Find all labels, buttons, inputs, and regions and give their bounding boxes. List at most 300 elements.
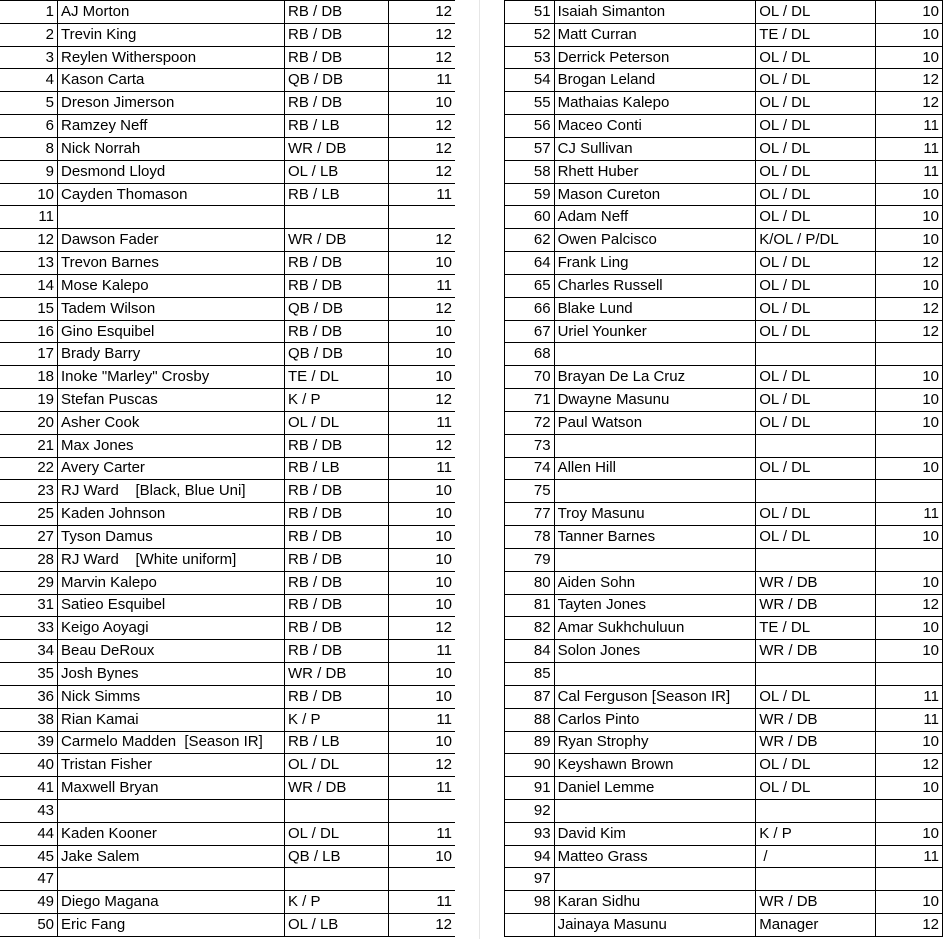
age-cell[interactable]: 11 [389,777,456,800]
player-name-cell[interactable]: Trevin King [58,23,285,46]
position-cell[interactable]: OL / DL [756,1,875,24]
position-cell[interactable]: QB / DB [285,297,389,320]
jersey-number-cell[interactable]: 36 [0,685,58,708]
player-name-cell[interactable]: Derrick Peterson [554,46,756,69]
position-cell[interactable]: TE / DL [285,366,389,389]
position-cell[interactable]: OL / DL [285,822,389,845]
age-cell[interactable]: 12 [875,914,942,937]
jersey-number-cell[interactable]: 1 [0,1,58,24]
jersey-number-cell[interactable]: 31 [0,594,58,617]
jersey-number-cell[interactable]: 65 [505,274,555,297]
player-name-cell[interactable]: Jake Salem [58,845,285,868]
age-cell[interactable]: 10 [875,1,942,24]
position-cell[interactable]: K / P [756,822,875,845]
age-cell[interactable] [875,434,942,457]
player-name-cell[interactable]: Kaden Kooner [58,822,285,845]
age-cell[interactable]: 10 [389,343,456,366]
player-name-cell[interactable]: Mose Kalepo [58,274,285,297]
position-cell[interactable]: OL / DL [756,754,875,777]
player-name-cell[interactable]: Tadem Wilson [58,297,285,320]
player-name-cell[interactable]: Tristan Fisher [58,754,285,777]
position-cell[interactable]: OL / LB [285,160,389,183]
jersey-number-cell[interactable]: 25 [0,503,58,526]
age-cell[interactable]: 12 [389,914,456,937]
jersey-number-cell[interactable]: 28 [0,548,58,571]
position-cell[interactable]: RB / DB [285,1,389,24]
position-cell[interactable]: RB / DB [285,640,389,663]
position-cell[interactable]: K / P [285,389,389,412]
age-cell[interactable]: 10 [875,23,942,46]
age-cell[interactable]: 12 [389,23,456,46]
player-name-cell[interactable]: Asher Cook [58,411,285,434]
jersey-number-cell[interactable]: 39 [0,731,58,754]
position-cell[interactable]: OL / DL [756,411,875,434]
age-cell[interactable]: 10 [875,640,942,663]
position-cell[interactable]: OL / DL [285,754,389,777]
player-name-cell[interactable]: Satieo Esquibel [58,594,285,617]
age-cell[interactable]: 11 [875,115,942,138]
jersey-number-cell[interactable]: 27 [0,526,58,549]
position-cell[interactable]: TE / DL [756,617,875,640]
player-name-cell[interactable] [58,206,285,229]
player-name-cell[interactable]: Dwayne Masunu [554,389,756,412]
age-cell[interactable]: 11 [389,708,456,731]
jersey-number-cell[interactable]: 12 [0,229,58,252]
jersey-number-cell[interactable]: 79 [505,548,555,571]
jersey-number-cell[interactable]: 17 [0,343,58,366]
age-cell[interactable]: 12 [875,69,942,92]
player-name-cell[interactable]: Beau DeRoux [58,640,285,663]
player-name-cell[interactable]: Jainaya Masunu [554,914,756,937]
age-cell[interactable]: 11 [875,708,942,731]
age-cell[interactable]: 10 [875,617,942,640]
age-cell[interactable] [389,206,456,229]
position-cell[interactable] [285,799,389,822]
age-cell[interactable]: 11 [389,640,456,663]
player-name-cell[interactable]: Karan Sidhu [554,891,756,914]
player-name-cell[interactable]: Mathaias Kalepo [554,92,756,115]
player-name-cell[interactable]: Max Jones [58,434,285,457]
age-cell[interactable] [875,663,942,686]
player-name-cell[interactable]: Matt Curran [554,23,756,46]
age-cell[interactable]: 12 [389,434,456,457]
age-cell[interactable]: 10 [389,503,456,526]
age-cell[interactable] [875,868,942,891]
player-name-cell[interactable]: Aiden Sohn [554,571,756,594]
player-name-cell[interactable]: Dawson Fader [58,229,285,252]
age-cell[interactable]: 10 [875,822,942,845]
position-cell[interactable]: RB / LB [285,183,389,206]
age-cell[interactable]: 10 [875,274,942,297]
position-cell[interactable]: WR / DB [285,777,389,800]
jersey-number-cell[interactable]: 54 [505,69,555,92]
position-cell[interactable]: OL / DL [756,160,875,183]
player-name-cell[interactable] [554,480,756,503]
position-cell[interactable]: OL / LB [285,914,389,937]
jersey-number-cell[interactable]: 94 [505,845,555,868]
player-name-cell[interactable] [554,868,756,891]
jersey-number-cell[interactable]: 62 [505,229,555,252]
position-cell[interactable]: RB / DB [285,526,389,549]
player-name-cell[interactable]: Ryan Strophy [554,731,756,754]
age-cell[interactable]: 10 [389,526,456,549]
position-cell[interactable] [756,480,875,503]
age-cell[interactable]: 11 [875,845,942,868]
player-name-cell[interactable]: Josh Bynes [58,663,285,686]
position-cell[interactable]: OL / DL [756,457,875,480]
position-cell[interactable]: K / P [285,891,389,914]
jersey-number-cell[interactable]: 67 [505,320,555,343]
player-name-cell[interactable]: Cayden Thomason [58,183,285,206]
jersey-number-cell[interactable]: 10 [0,183,58,206]
position-cell[interactable] [756,343,875,366]
jersey-number-cell[interactable]: 78 [505,526,555,549]
player-name-cell[interactable]: Maxwell Bryan [58,777,285,800]
player-name-cell[interactable]: Nick Norrah [58,137,285,160]
position-cell[interactable]: RB / DB [285,617,389,640]
player-name-cell[interactable]: RJ Ward [White uniform] [58,548,285,571]
jersey-number-cell[interactable]: 5 [0,92,58,115]
position-cell[interactable]: TE / DL [756,23,875,46]
position-cell[interactable]: OL / DL [756,777,875,800]
jersey-number-cell[interactable]: 35 [0,663,58,686]
player-name-cell[interactable]: Adam Neff [554,206,756,229]
age-cell[interactable]: 12 [389,160,456,183]
position-cell[interactable]: OL / DL [285,411,389,434]
age-cell[interactable]: 12 [875,252,942,275]
player-name-cell[interactable] [554,799,756,822]
age-cell[interactable]: 10 [389,92,456,115]
age-cell[interactable]: 12 [875,297,942,320]
player-name-cell[interactable]: Cal Ferguson [Season IR] [554,685,756,708]
jersey-number-cell[interactable]: 73 [505,434,555,457]
age-cell[interactable]: 11 [389,457,456,480]
position-cell[interactable]: RB / LB [285,457,389,480]
age-cell[interactable]: 10 [389,731,456,754]
player-name-cell[interactable]: Dreson Jimerson [58,92,285,115]
position-cell[interactable]: OL / DL [756,389,875,412]
jersey-number-cell[interactable]: 90 [505,754,555,777]
jersey-number-cell[interactable]: 53 [505,46,555,69]
jersey-number-cell[interactable]: 44 [0,822,58,845]
age-cell[interactable]: 12 [389,297,456,320]
jersey-number-cell[interactable]: 92 [505,799,555,822]
age-cell[interactable]: 11 [389,411,456,434]
position-cell[interactable]: QB / DB [285,69,389,92]
player-name-cell[interactable]: Solon Jones [554,640,756,663]
age-cell[interactable]: 10 [875,366,942,389]
player-name-cell[interactable] [554,434,756,457]
player-name-cell[interactable]: Tanner Barnes [554,526,756,549]
position-cell[interactable]: RB / DB [285,23,389,46]
player-name-cell[interactable]: Troy Masunu [554,503,756,526]
jersey-number-cell[interactable]: 15 [0,297,58,320]
position-cell[interactable]: OL / DL [756,320,875,343]
jersey-number-cell[interactable]: 19 [0,389,58,412]
age-cell[interactable] [389,799,456,822]
jersey-number-cell[interactable]: 93 [505,822,555,845]
position-cell[interactable]: WR / DB [756,571,875,594]
player-name-cell[interactable]: Paul Watson [554,411,756,434]
player-name-cell[interactable]: Brayan De La Cruz [554,366,756,389]
player-name-cell[interactable]: Stefan Puscas [58,389,285,412]
position-cell[interactable]: RB / DB [285,46,389,69]
jersey-number-cell[interactable]: 77 [505,503,555,526]
player-name-cell[interactable]: David Kim [554,822,756,845]
jersey-number-cell[interactable]: 88 [505,708,555,731]
player-name-cell[interactable] [554,548,756,571]
age-cell[interactable]: 12 [389,137,456,160]
jersey-number-cell[interactable]: 85 [505,663,555,686]
jersey-number-cell[interactable]: 81 [505,594,555,617]
player-name-cell[interactable]: Nick Simms [58,685,285,708]
position-cell[interactable]: OL / DL [756,137,875,160]
player-name-cell[interactable] [58,799,285,822]
player-name-cell[interactable]: Tayten Jones [554,594,756,617]
player-name-cell[interactable]: Daniel Lemme [554,777,756,800]
jersey-number-cell[interactable]: 41 [0,777,58,800]
player-name-cell[interactable]: Eric Fang [58,914,285,937]
age-cell[interactable]: 12 [875,92,942,115]
jersey-number-cell[interactable]: 70 [505,366,555,389]
jersey-number-cell[interactable]: 45 [0,845,58,868]
position-cell[interactable]: OL / DL [756,183,875,206]
player-name-cell[interactable]: Owen Palcisco [554,229,756,252]
position-cell[interactable]: RB / DB [285,548,389,571]
player-name-cell[interactable]: Maceo Conti [554,115,756,138]
jersey-number-cell[interactable]: 23 [0,480,58,503]
jersey-number-cell[interactable]: 34 [0,640,58,663]
position-cell[interactable] [756,868,875,891]
jersey-number-cell[interactable]: 16 [0,320,58,343]
position-cell[interactable]: OL / DL [756,46,875,69]
age-cell[interactable]: 10 [875,46,942,69]
position-cell[interactable] [285,206,389,229]
position-cell[interactable]: RB / DB [285,434,389,457]
jersey-number-cell[interactable]: 21 [0,434,58,457]
position-cell[interactable]: QB / LB [285,845,389,868]
position-cell[interactable]: WR / DB [756,708,875,731]
jersey-number-cell[interactable]: 40 [0,754,58,777]
jersey-number-cell[interactable]: 57 [505,137,555,160]
jersey-number-cell[interactable]: 82 [505,617,555,640]
position-cell[interactable]: WR / DB [756,640,875,663]
player-name-cell[interactable]: Blake Lund [554,297,756,320]
jersey-number-cell[interactable]: 50 [0,914,58,937]
jersey-number-cell[interactable]: 60 [505,206,555,229]
player-name-cell[interactable]: Isaiah Simanton [554,1,756,24]
jersey-number-cell[interactable]: 14 [0,274,58,297]
player-name-cell[interactable]: RJ Ward [Black, Blue Uni] [58,480,285,503]
age-cell[interactable]: 12 [875,754,942,777]
jersey-number-cell[interactable]: 3 [0,46,58,69]
age-cell[interactable]: 10 [875,229,942,252]
jersey-number-cell[interactable]: 71 [505,389,555,412]
position-cell[interactable] [756,548,875,571]
age-cell[interactable] [875,548,942,571]
player-name-cell[interactable]: AJ Morton [58,1,285,24]
position-cell[interactable]: OL / DL [756,92,875,115]
player-name-cell[interactable]: Brady Barry [58,343,285,366]
player-name-cell[interactable]: Charles Russell [554,274,756,297]
age-cell[interactable]: 10 [389,548,456,571]
jersey-number-cell[interactable]: 47 [0,868,58,891]
player-name-cell[interactable]: Desmond Lloyd [58,160,285,183]
age-cell[interactable]: 10 [875,571,942,594]
player-name-cell[interactable]: Matteo Grass [554,845,756,868]
position-cell[interactable] [285,868,389,891]
position-cell[interactable]: OL / DL [756,274,875,297]
jersey-number-cell[interactable]: 80 [505,571,555,594]
position-cell[interactable]: RB / DB [285,92,389,115]
jersey-number-cell[interactable]: 33 [0,617,58,640]
position-cell[interactable]: WR / DB [285,137,389,160]
jersey-number-cell[interactable]: 38 [0,708,58,731]
position-cell[interactable]: OL / DL [756,297,875,320]
player-name-cell[interactable]: Gino Esquibel [58,320,285,343]
position-cell[interactable]: RB / DB [285,685,389,708]
age-cell[interactable]: 10 [389,366,456,389]
player-name-cell[interactable]: CJ Sullivan [554,137,756,160]
age-cell[interactable]: 10 [875,891,942,914]
player-name-cell[interactable]: Rian Kamai [58,708,285,731]
age-cell[interactable]: 10 [389,252,456,275]
player-name-cell[interactable]: Keyshawn Brown [554,754,756,777]
position-cell[interactable]: QB / DB [285,343,389,366]
player-name-cell[interactable]: Keigo Aoyagi [58,617,285,640]
position-cell[interactable]: OL / DL [756,503,875,526]
player-name-cell[interactable]: Kason Carta [58,69,285,92]
player-name-cell[interactable]: Avery Carter [58,457,285,480]
jersey-number-cell[interactable]: 13 [0,252,58,275]
player-name-cell[interactable] [554,663,756,686]
player-name-cell[interactable]: Carlos Pinto [554,708,756,731]
age-cell[interactable] [389,868,456,891]
position-cell[interactable]: RB / LB [285,731,389,754]
age-cell[interactable]: 12 [389,617,456,640]
jersey-number-cell[interactable]: 97 [505,868,555,891]
jersey-number-cell[interactable]: 74 [505,457,555,480]
age-cell[interactable]: 11 [875,503,942,526]
position-cell[interactable]: / [756,845,875,868]
player-name-cell[interactable]: Kaden Johnson [58,503,285,526]
position-cell[interactable]: RB / DB [285,320,389,343]
age-cell[interactable]: 11 [875,160,942,183]
age-cell[interactable]: 11 [875,137,942,160]
jersey-number-cell[interactable]: 66 [505,297,555,320]
age-cell[interactable] [875,343,942,366]
position-cell[interactable] [756,799,875,822]
jersey-number-cell[interactable]: 58 [505,160,555,183]
age-cell[interactable]: 10 [875,777,942,800]
player-name-cell[interactable]: Frank Ling [554,252,756,275]
position-cell[interactable]: RB / LB [285,115,389,138]
jersey-number-cell[interactable]: 9 [0,160,58,183]
player-name-cell[interactable]: Marvin Kalepo [58,571,285,594]
age-cell[interactable]: 10 [389,571,456,594]
age-cell[interactable]: 12 [389,389,456,412]
position-cell[interactable]: K/OL / P/DL [756,229,875,252]
position-cell[interactable]: RB / DB [285,594,389,617]
jersey-number-cell[interactable]: 91 [505,777,555,800]
position-cell[interactable]: WR / DB [285,663,389,686]
age-cell[interactable]: 10 [389,480,456,503]
player-name-cell[interactable]: Inoke "Marley" Crosby [58,366,285,389]
position-cell[interactable]: WR / DB [756,731,875,754]
position-cell[interactable]: OL / DL [756,526,875,549]
age-cell[interactable]: 10 [875,731,942,754]
position-cell[interactable]: OL / DL [756,115,875,138]
position-cell[interactable]: OL / DL [756,366,875,389]
jersey-number-cell[interactable]: 51 [505,1,555,24]
position-cell[interactable]: K / P [285,708,389,731]
age-cell[interactable]: 10 [875,183,942,206]
jersey-number-cell[interactable]: 98 [505,891,555,914]
age-cell[interactable]: 12 [389,46,456,69]
age-cell[interactable]: 11 [389,822,456,845]
jersey-number-cell[interactable] [505,914,555,937]
jersey-number-cell[interactable]: 52 [505,23,555,46]
position-cell[interactable]: Manager [756,914,875,937]
jersey-number-cell[interactable]: 20 [0,411,58,434]
position-cell[interactable]: OL / DL [756,206,875,229]
age-cell[interactable]: 10 [875,526,942,549]
jersey-number-cell[interactable]: 49 [0,891,58,914]
age-cell[interactable]: 11 [389,69,456,92]
age-cell[interactable]: 10 [389,320,456,343]
age-cell[interactable]: 12 [875,594,942,617]
position-cell[interactable]: RB / DB [285,480,389,503]
jersey-number-cell[interactable]: 89 [505,731,555,754]
jersey-number-cell[interactable]: 59 [505,183,555,206]
jersey-number-cell[interactable]: 2 [0,23,58,46]
position-cell[interactable]: OL / DL [756,252,875,275]
player-name-cell[interactable]: Tyson Damus [58,526,285,549]
jersey-number-cell[interactable]: 87 [505,685,555,708]
position-cell[interactable]: RB / DB [285,503,389,526]
jersey-number-cell[interactable]: 64 [505,252,555,275]
age-cell[interactable]: 11 [389,891,456,914]
jersey-number-cell[interactable]: 72 [505,411,555,434]
age-cell[interactable]: 12 [389,754,456,777]
age-cell[interactable]: 10 [875,457,942,480]
player-name-cell[interactable]: Allen Hill [554,457,756,480]
position-cell[interactable]: OL / DL [756,685,875,708]
age-cell[interactable]: 10 [875,206,942,229]
jersey-number-cell[interactable]: 84 [505,640,555,663]
jersey-number-cell[interactable]: 29 [0,571,58,594]
player-name-cell[interactable]: Reylen Witherspoon [58,46,285,69]
player-name-cell[interactable]: Brogan Leland [554,69,756,92]
age-cell[interactable]: 10 [875,411,942,434]
position-cell[interactable]: RB / DB [285,571,389,594]
player-name-cell[interactable]: Ramzey Neff [58,115,285,138]
jersey-number-cell[interactable]: 22 [0,457,58,480]
age-cell[interactable] [875,480,942,503]
player-name-cell[interactable]: Trevon Barnes [58,252,285,275]
jersey-number-cell[interactable]: 6 [0,115,58,138]
position-cell[interactable] [756,434,875,457]
position-cell[interactable]: WR / DB [285,229,389,252]
jersey-number-cell[interactable]: 68 [505,343,555,366]
age-cell[interactable]: 11 [389,183,456,206]
jersey-number-cell[interactable]: 56 [505,115,555,138]
player-name-cell[interactable] [554,343,756,366]
age-cell[interactable] [875,799,942,822]
age-cell[interactable]: 11 [389,274,456,297]
player-name-cell[interactable]: Uriel Younker [554,320,756,343]
player-name-cell[interactable]: Rhett Huber [554,160,756,183]
